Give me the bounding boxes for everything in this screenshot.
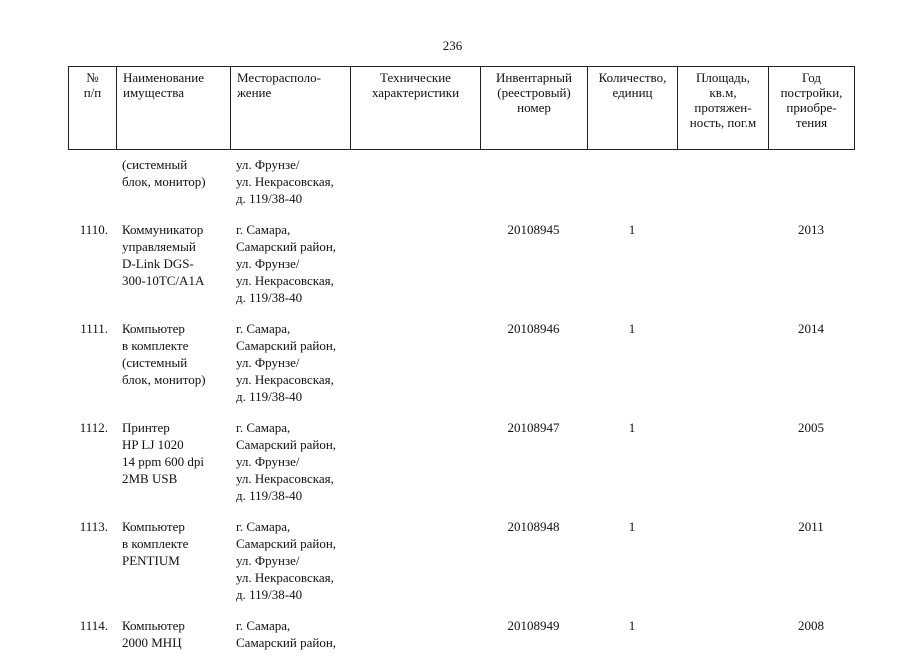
cell-tech — [350, 617, 480, 665]
cell-area — [677, 617, 768, 665]
cell-tech — [350, 320, 480, 419]
header-quantity: Количество, единиц — [588, 67, 678, 150]
header-area: Площадь, кв.м, протяжен- ность, пог.м — [678, 67, 769, 150]
header-year: Год постройки, приобре- тения — [769, 67, 855, 150]
cell-num: 1111. — [80, 321, 108, 336]
cell-quantity — [587, 156, 677, 221]
cell-tech — [350, 156, 480, 221]
cell-num: 1113. — [79, 519, 108, 534]
cell-num: 1112. — [79, 420, 108, 435]
cell-quantity: 1 — [628, 519, 636, 534]
table-row — [68, 617, 854, 665]
continuation-row — [68, 156, 854, 221]
cell-year: 2011 — [798, 519, 824, 534]
cell-tech — [350, 518, 480, 617]
cell-area — [677, 221, 768, 320]
cell-location: ул. Фрунзе/ ул. Некрасовская, д. 119/38-40 — [236, 157, 334, 206]
cell-year — [768, 156, 854, 221]
table-header — [68, 66, 855, 150]
cell-area — [677, 419, 768, 518]
cell-year: 2013 — [798, 222, 824, 237]
cell-num — [68, 156, 116, 221]
cell-inventory: 20108948 — [507, 519, 560, 534]
cell-area — [677, 320, 768, 419]
table-row — [68, 320, 854, 419]
header-inventory: Инвентарный (реестровый) номер — [481, 67, 588, 150]
cell-name: Коммуникатор управляемый D-Link DGS- 300-10TC/A1A — [122, 222, 205, 288]
cell-tech — [350, 221, 480, 320]
cell-inventory: 20108946 — [507, 321, 560, 336]
cell-quantity: 1 — [628, 420, 636, 435]
header-tech: Технические характеристики — [351, 67, 481, 150]
cell-inventory: 20108949 — [507, 618, 560, 633]
header-location: Месторасполо- жение — [231, 67, 351, 150]
cell-name: Компьютер в комплекте (системный блок, монитор) — [122, 321, 206, 387]
cell-tech — [350, 419, 480, 518]
cell-year: 2005 — [798, 420, 824, 435]
cell-location: г. Самара, Самарский район, ул. Фрунзе/ ул. Некрасовская, д. 119/38-40 — [236, 222, 337, 305]
cell-area — [677, 156, 768, 221]
cell-name: (системный блок, монитор) — [122, 157, 206, 189]
cell-quantity: 1 — [628, 222, 636, 237]
cell-quantity: 1 — [628, 618, 636, 633]
cell-location: г. Самара, Самарский район, — [236, 618, 337, 650]
cell-name: Компьютер 2000 МНЦ — [122, 618, 185, 650]
table-body — [68, 156, 854, 665]
cell-num: 1110. — [79, 222, 108, 237]
page-number: 236 — [442, 38, 463, 53]
header-num: № п/п — [69, 67, 117, 150]
cell-location: г. Самара, Самарский район, ул. Фрунзе/ ул. Некрасовская, д. 119/38-40 — [236, 321, 337, 404]
cell-inventory: 20108947 — [507, 420, 560, 435]
header-name: Наименование имущества — [117, 67, 231, 150]
cell-inventory: 20108945 — [507, 222, 560, 237]
cell-inventory — [480, 156, 587, 221]
cell-quantity: 1 — [628, 321, 636, 336]
cell-area — [677, 518, 768, 617]
cell-year: 2014 — [798, 321, 824, 336]
cell-name: Принтер HP LJ 1020 14 ppm 600 dpi 2MB USB — [122, 420, 204, 486]
cell-name: Компьютер в комплекте PENTIUM — [122, 519, 189, 568]
table-row — [68, 221, 854, 320]
cell-location: г. Самара, Самарский район, ул. Фрунзе/ ул. Некрасовская, д. 119/38-40 — [236, 519, 337, 602]
cell-num: 1114. — [79, 618, 108, 633]
table-row — [68, 518, 854, 617]
cell-location: г. Самара, Самарский район, ул. Фрунзе/ ул. Некрасовская, д. 119/38-40 — [236, 420, 337, 503]
header-row — [69, 67, 855, 150]
table-row — [68, 419, 854, 518]
cell-year: 2008 — [798, 618, 824, 633]
